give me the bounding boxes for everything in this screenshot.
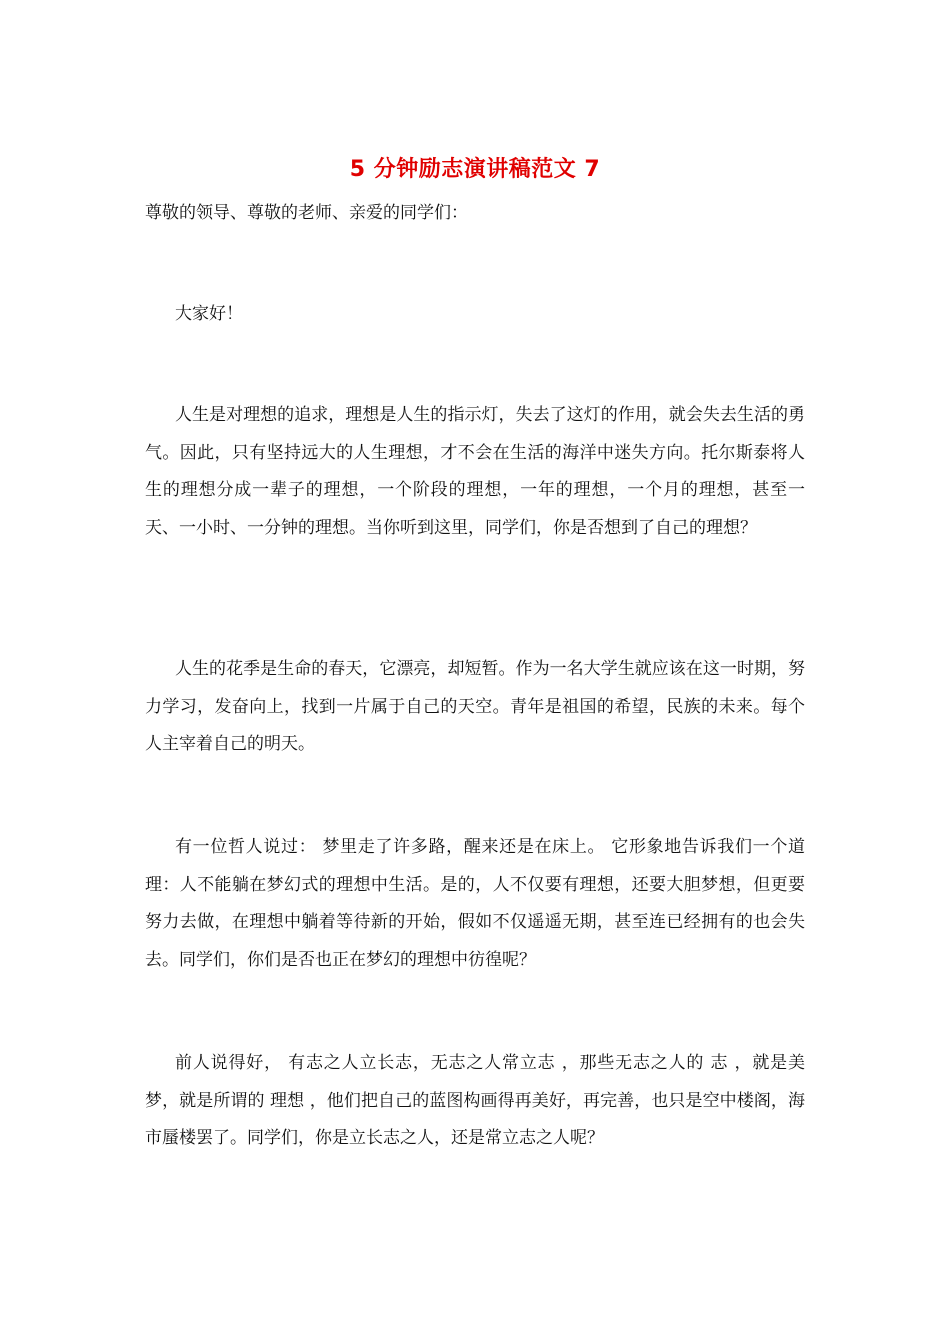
body-paragraph-3: 有一位哲人说过： 梦里走了许多路，醒来还是在床上。 它形象地告诉我们一个道理：人不能躺在梦幻式的理想中生活。是的，人不仅要有理想，还要大胆梦想，但更要努力去做，在理想中躺着等待新的开始，假如不仅遥遥无期，甚至连已经拥有的也会失去。同学们，你们是否也正在梦幻的理想中彷徨呢？ [145,837,805,970]
document-title: 5 分钟励志演讲稿范文 7 [349,157,601,182]
body-paragraph-4: 前人说得好， 有志之人立长志，无志之人常立志 ，那些无志之人的 志 ，就是美梦，就是所谓的 理想 ，他们把自己的蓝图构画得再美好，再完善，也只是空中楼阁，海市蜃楼罢了。同学们，你是立长志之人，还是常立志之人呢？ [145,1053,805,1149]
body-paragraph-1: 人生是对理想的追求，理想是人生的指示灯，失去了这灯的作用，就会失去生活的勇气。因此，只有坚持远大的人生理想，才不会在生活的海洋中迷失方向。托尔斯泰将人生的理想分成一辈子的理想，一个阶段的理想，一年的理想，一个月的理想，甚至一天、一小时、一分钟的理想。当你听到这里，同学们，你是否想到了自己的理想？ [145,405,805,538]
salutation-line: 尊敬的领导、尊敬的老师、亲爱的同学们： [145,203,468,223]
greeting-paragraph: 大家好！ [175,304,243,324]
body-paragraph-2: 人生的花季是生命的春天，它漂亮，却短暂。作为一名大学生就应该在这一时期，努力学习，发奋向上，找到一片属于自己的天空。青年是祖国的希望，民族的未来。每个人主宰着自己的明天。 [145,659,805,755]
